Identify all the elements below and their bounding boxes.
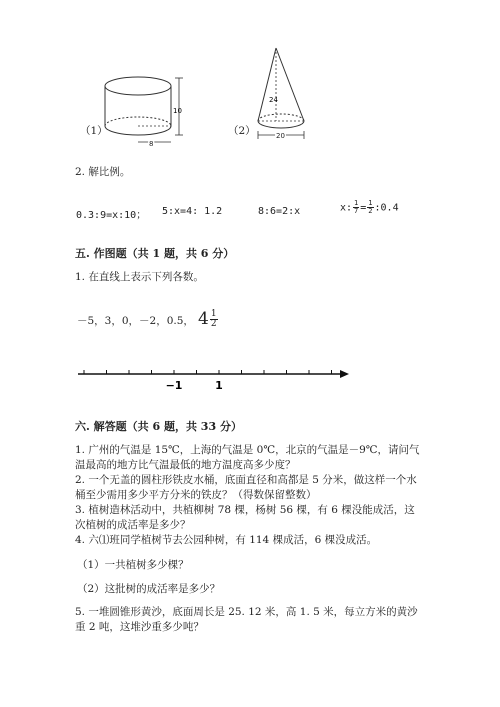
q2-title: 2. 解比例。 <box>75 166 131 178</box>
axis-label-1: 1 <box>215 379 223 392</box>
cylinder-radius-label: 8 <box>149 140 154 148</box>
axis-label-neg1: −1 <box>165 379 183 392</box>
cylinder-figure <box>100 70 195 150</box>
figure-2-label: （2） <box>228 125 256 137</box>
proportion-1: 0.3:9=x:10； <box>76 210 147 221</box>
cylinder-height-label: 10 <box>173 107 182 115</box>
cone-diameter-label: 20 <box>276 132 285 140</box>
numbers-to-plot: －5，3，0，－2，0.5， <box>77 315 194 327</box>
section-5-title: 五. 作图题（共 1 题，共 6 分） <box>75 247 235 260</box>
figure-1-label: （1） <box>80 125 108 137</box>
number-line <box>70 365 360 395</box>
section-6-q4-part1: （1）一共植树多少棵？ <box>77 559 189 571</box>
section-6-title: 六. 解答题（共 6 题，共 33 分） <box>75 420 242 433</box>
mixed-number: 4 $\frac{1}{2}$ <box>198 309 217 329</box>
section-6-q5: 5. 一堆圆锥形黄沙，底面周长是 25. 12 米，高 1. 5 米，每立方米的黄沙重 2 吨，这堆沙重多少吨？ <box>75 606 418 633</box>
cone-height-label: 24 <box>269 96 278 104</box>
section-6-q2: 2. 一个无盖的圆柱形铁皮水桶，底面直径和高都是 5 分米，做这样一个水桶至少需用多少平方分米的铁皮？（得数保留整数） <box>75 474 417 501</box>
proportion-2: 5:x=4: 1.2 <box>162 206 223 217</box>
proportion-4: x: $\frac{1}{7}$ = $\frac{1}{2}$ :0.4 <box>340 199 399 215</box>
section-6-q1: 1. 广州的气温是 15℃，上海的气温是 0℃，北京的气温是－9℃，请问气温最高的地方比气温最低的地方温度高多少度？ <box>75 444 420 471</box>
proportion-3: 8:6=2:x <box>258 206 301 217</box>
section-6-q4-part2: （2）这批树的成活率是多少？ <box>77 583 221 595</box>
cone-figure <box>252 45 332 145</box>
section-6-q4: 4. 六⑴班同学植树节去公园种树，有 114 棵成活，6 棵没成活。 <box>75 534 378 546</box>
section-6-q3: 3. 植树造林活动中，共植柳树 78 棵，杨树 56 棵，有 6 棵没能成活，这次植树的成活率是多少？ <box>75 504 415 531</box>
section-5-q1: 1. 在直线上表示下列各数。 <box>75 271 204 283</box>
